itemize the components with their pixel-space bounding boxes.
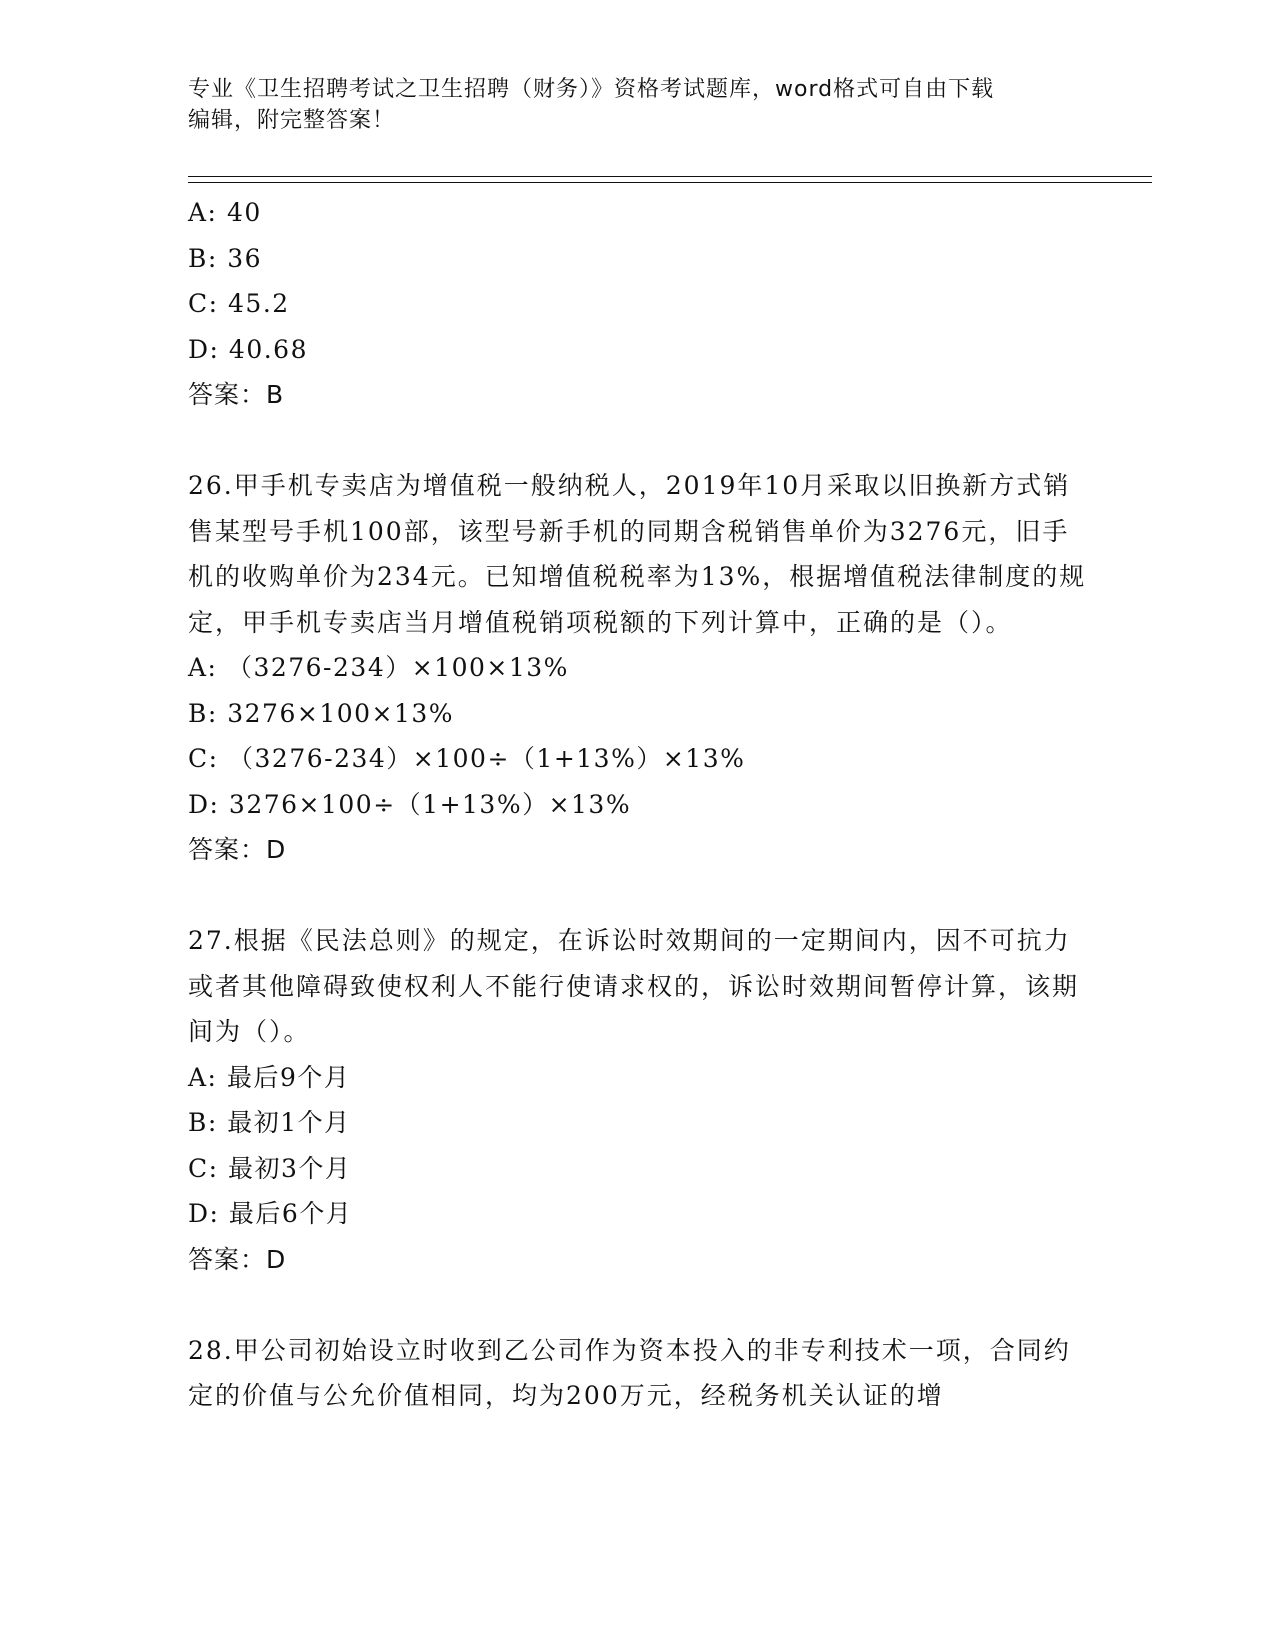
option-a: A: （3276-234）×100×13% <box>188 653 569 682</box>
option-d: D: 40.68 <box>188 334 308 364</box>
prev-question-options <box>188 190 1088 372</box>
question-26 <box>188 463 1088 873</box>
question-stem: 26.甲手机专卖店为增值税一般纳税人，2019年10月采取以旧换新方式销售某型号手机100部，该型号新手机的同期含税销售单价为3276元，旧手机的收购单价为234元。已知增值税税率为13%，根据增值税法律制度的规定，甲手机专卖店当月增值税销项税额的下列计算中，正确的是（）。 <box>188 471 1087 637</box>
document-body <box>188 190 1088 1419</box>
header-line-1: 专业《卫生招聘考试之卫生招聘（财务）》资格考试题库，word格式可自由下载 <box>188 77 995 102</box>
option-d: D: 最后6个月 <box>188 1199 353 1228</box>
question-27 <box>188 918 1088 1282</box>
option-a: A: 40 <box>188 198 262 227</box>
answer-line: 答案：D <box>188 1244 287 1274</box>
option-c: C: 最初3个月 <box>188 1153 352 1183</box>
answer-line: 答案：B <box>188 380 285 409</box>
option-c: C: 45.2 <box>188 289 290 318</box>
header-rule-bottom <box>188 182 1152 183</box>
option-b: B: 3276×100×13% <box>188 698 455 728</box>
answer-line: 答案：D <box>188 835 287 864</box>
question-stem: 28.甲公司初始设立时收到乙公司作为资本投入的非专利技术一项，合同约定的价值与公允价值相同，均为200万元，经税务机关认证的增 <box>188 1335 1071 1410</box>
question-stem: 27.根据《民法总则》的规定，在诉讼时效期间的一定期间内，因不可抗力或者其他障碍致使权利人不能行使请求权的，诉讼时效期间暂停计算，该期间为（）。 <box>188 926 1080 1046</box>
question-28 <box>188 1328 1088 1419</box>
header-line-2: 编辑，附完整答案！ <box>188 108 396 133</box>
option-d: D: 3276×100÷（1+13%）×13% <box>188 789 632 819</box>
document-header <box>188 74 1088 136</box>
header-rule-top <box>188 176 1152 177</box>
option-b: B: 最初1个月 <box>188 1108 351 1137</box>
option-b: B: 36 <box>188 243 263 273</box>
option-c: C: （3276-234）×100÷（1+13%）×13% <box>188 744 746 773</box>
option-a: A: 最后9个月 <box>188 1062 351 1092</box>
